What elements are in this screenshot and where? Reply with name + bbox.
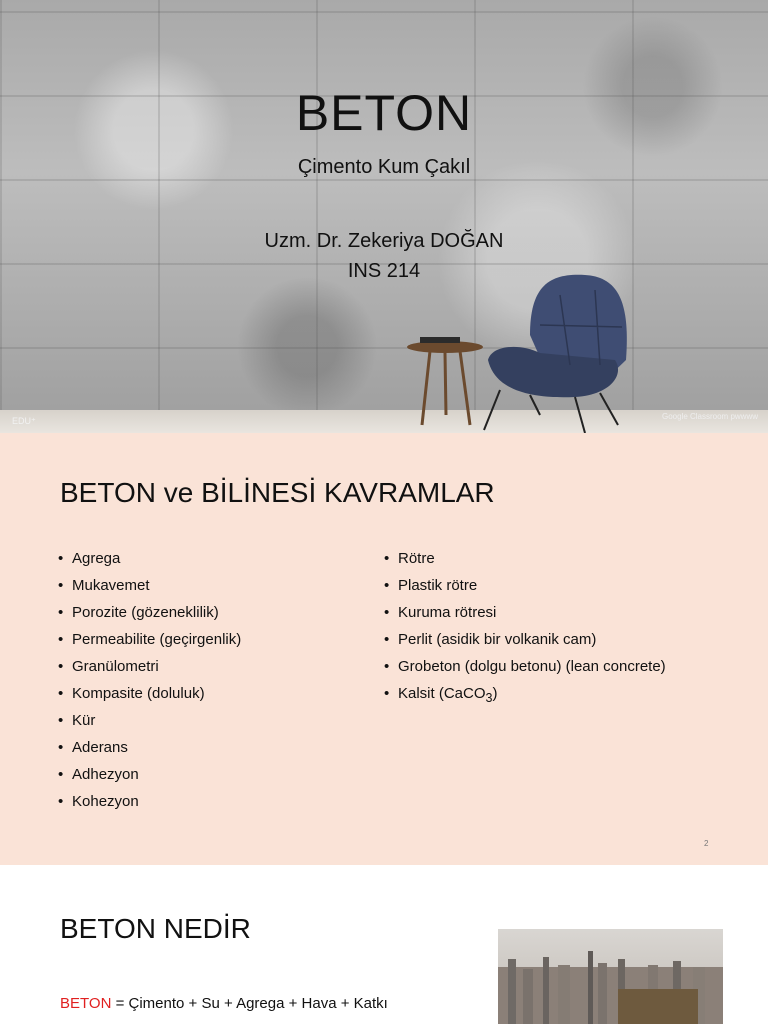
slide-subtitle: Çimento Kum Çakıl [297, 156, 471, 178]
bullet-icon: • [58, 739, 64, 756]
bullet-icon: • [384, 685, 390, 702]
bullet-icon: • [58, 712, 64, 729]
list-item: • Kompasite (doluluk) [58, 685, 205, 702]
bullet-icon: • [384, 577, 390, 594]
books [420, 337, 460, 343]
chair-leg [484, 390, 500, 430]
slide-title: BETON [295, 85, 473, 141]
author-block [0, 226, 768, 286]
list-item: • Granülometri [58, 658, 159, 675]
list-item: • Rötre [384, 550, 435, 567]
watermark: Google Classroom pwwww [661, 412, 758, 421]
bullet-icon: • [384, 631, 390, 648]
list-item: • Kuruma rötresi [384, 604, 497, 621]
chair-leg [575, 397, 585, 433]
bullet-icon: • [58, 685, 64, 702]
bullet-icon: • [58, 631, 64, 648]
bullet-icon: • [384, 658, 390, 675]
floor [0, 410, 768, 433]
concepts-slide [0, 433, 768, 865]
list-item: • Mukavemet [58, 577, 150, 594]
city-skyline-image [498, 929, 723, 1024]
bullet-icon: • [58, 766, 64, 783]
list-item: • Kür [58, 712, 96, 729]
bullet-icon: • [58, 793, 64, 810]
author-name: Uzm. Dr. Zekeriya DOĞAN [264, 230, 504, 252]
chair-leg [600, 393, 618, 425]
concrete-formula [60, 995, 388, 1012]
list-item: • Adhezyon [58, 766, 139, 783]
side-table-leg [422, 351, 430, 425]
concept-list-right [384, 549, 666, 711]
side-table-leg [445, 353, 446, 415]
bullet-icon: • [58, 550, 64, 567]
list-item: • Permeabilite (geçirgenlik) [58, 631, 242, 648]
list-item: • Porozite (gözeneklilik) [58, 604, 219, 621]
bullet-icon: • [384, 550, 390, 567]
side-table-leg [460, 351, 470, 425]
bullet-icon: • [384, 604, 390, 621]
page-number: 2 [704, 839, 709, 848]
definition-slide [0, 865, 768, 1024]
chair-leg [530, 395, 540, 415]
concept-list-left [58, 549, 241, 819]
formula-term: BETON [60, 995, 112, 1012]
list-item: • Plastik rötre [384, 577, 478, 594]
bullet-icon: • [58, 604, 64, 621]
slide-title: BETON NEDİR [60, 913, 251, 944]
course-code: INS 214 [347, 260, 421, 282]
formula-components: = Çimento + Su + Agrega + Hava + Katkı [111, 995, 388, 1012]
list-item: • Perlit (asidik bir volkanik cam) [384, 631, 597, 648]
bullet-icon: • [58, 577, 64, 594]
edu-badge: EDU⁺ [12, 416, 36, 426]
list-item: • Agrega [58, 550, 121, 567]
armchair-and-side-table-image [400, 265, 640, 433]
list-item: • Kalsit (CaCO$_3$) [384, 685, 498, 705]
list-item: • Aderans [58, 739, 128, 756]
list-item: • Kohezyon [58, 793, 139, 810]
list-item: • Grobeton (dolgu betonu) (lean concrete) [384, 658, 666, 675]
bullet-icon: • [58, 658, 64, 675]
title-slide [0, 0, 768, 433]
slide-title: BETON ve BİLİNESİ KAVRAMLAR [60, 477, 495, 508]
